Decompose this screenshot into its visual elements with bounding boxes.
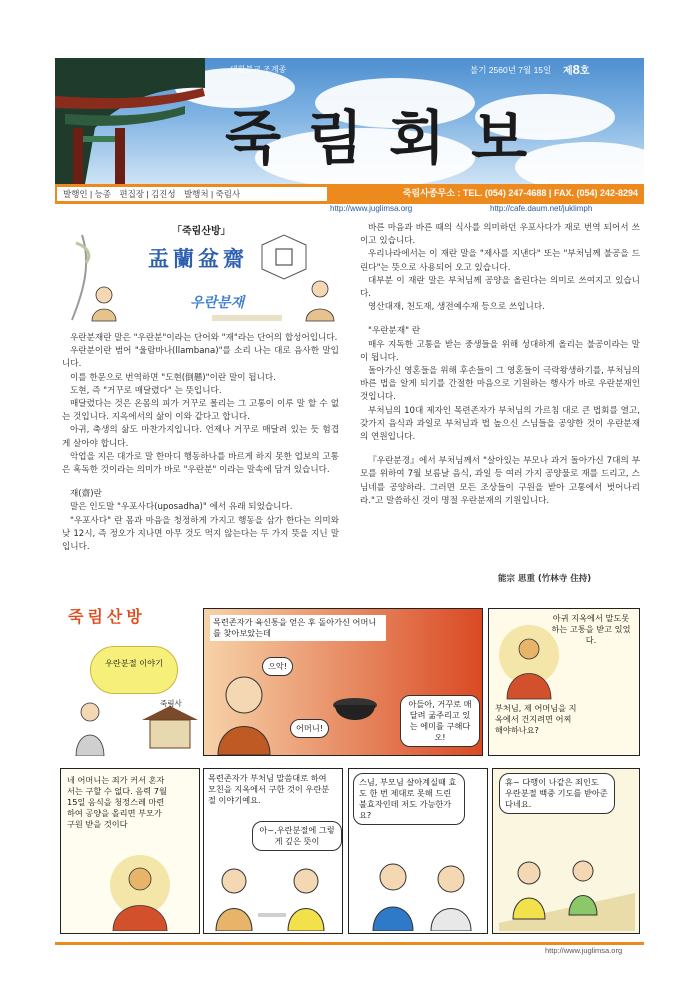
masthead-issue: 제8호 <box>563 62 590 77</box>
paragraph: 바른 마음과 바른 때의 식사를 의미하던 우포사다가 재로 번역 되어서 쓰이고 있습니다. <box>360 223 640 247</box>
footer-url[interactable]: http://www.juglimsa.org <box>545 946 623 955</box>
article-subtitle: 우란분재 <box>190 295 245 311</box>
section-heading: "우란분재" 란 <box>368 326 421 337</box>
comic-panel-3 <box>488 608 640 756</box>
author-signature: 能宗 思重 (竹林寺 住持) <box>498 574 592 584</box>
paragraph: 매우 지독한 고통을 받는 중생들을 위해 성대하게 올리는 불공이라는 말이 됩니다. <box>360 339 640 363</box>
narration-box: 목련존자가 육신통을 얻은 후 돌아가신 어머니를 찾아보았는데 <box>210 615 386 641</box>
monk-figure-icon <box>214 669 274 755</box>
speech-bubble: 아~,우란분절에 그렇게 깊은 뜻이 <box>252 821 342 851</box>
comic-title: 죽림산방 <box>68 607 146 626</box>
comic-panel-7 <box>492 768 640 934</box>
speech-bubble: 어머니! <box>290 719 329 738</box>
article-column-left <box>62 332 339 554</box>
article-column-right <box>360 222 640 508</box>
people-walking-icon <box>499 853 635 931</box>
masthead-date: 불기 2560년 7월 15일 <box>470 65 552 75</box>
story-cloud <box>90 646 178 694</box>
comic-panel-5 <box>203 768 343 934</box>
comic-panel-1 <box>60 602 200 758</box>
paragraph: 『우란분경』에서 부처님께서 "살아있는 부모나 과거 돌아가신 7대의 부모를 위하여 7월 보름날 음식, 과일 등 여러 가지 공양물로 재를 드리고, 스님네를 공양하라. 그러면 모든 조상들이 구원을 받아 고통에서 벗어나리라."고 말씀하신 것이 명절 우란분재의 기원입니다. <box>360 456 640 506</box>
staff-credits: 발행인 | 능종 편집장 | 김진성 발행처 | 죽림사 <box>57 187 327 201</box>
paragraph: 말은 인도말 "우포사다(uposadha)" 에서 유래 되었습니다. <box>70 502 293 513</box>
cafe-link[interactable]: http://cafe.daum.net/juklimph <box>490 204 593 213</box>
paragraph: 매달렸다는 것은 온몸의 피가 거꾸로 몰리는 그 고통이 이루 말 할 수 없는 것입니다. 지옥에서의 삶이 이와 같다고 합니다. <box>62 399 339 423</box>
temple-roof-icon <box>55 58 205 184</box>
paragraph: 영산대재, 천도재, 생전예수재 등으로 쓰입니다. <box>368 302 545 313</box>
narration-box: 아귀 지옥에서 말도못하는 고통을 받고 있었다. <box>551 613 631 645</box>
paragraph: 우란분이란 범어 "울람바나(llambana)"를 소리 나는 대로 음사한 말입니다. <box>62 346 339 370</box>
narration-box: 부처님, 제 어머님을 지옥에서 건지려면 어찌해야하나요? <box>495 703 577 735</box>
speech-bubble: 휴~ 다행이 나같은 죄인도 우란분절 백중 기도를 받아준다네요. <box>499 773 615 814</box>
section-heading: 재(齋)란 <box>70 489 102 500</box>
website-link[interactable]: http://www.juglimsa.org <box>330 204 413 213</box>
footer-divider <box>55 942 644 945</box>
comic-panel-6 <box>348 768 488 934</box>
article-hanja-title: 盂蘭盆齋 <box>148 246 248 271</box>
story-cloud-text: 우란분절 이야기 <box>105 658 163 668</box>
masthead-title: 죽림회보 <box>225 104 554 172</box>
speech-bubble: 으악! <box>262 657 293 676</box>
speech-bubble: 아들아, 거꾸로 매달려 굶주리고 있는 에미를 구해다오! <box>400 695 480 747</box>
paragraph: 악업을 지은 대가로 말 한마디 행동하나를 바르게 하지 못한 업보의 고통은 혹독한 것이라는 의미가 바로 "우란분" 이라는 말속에 담겨 있습니다. <box>62 451 339 476</box>
contact-info: 죽림사종무소 : TEL. (054) 247-4688 | FAX. (054) 242-8294 <box>402 188 638 198</box>
info-bar <box>55 184 644 204</box>
people-talking-icon <box>353 855 481 931</box>
narration-box: 목련존자가 부처님 말씀대로 하여 모친을 지옥에서 구한 것이 우란분절 이야기예요. <box>208 773 330 805</box>
paragraph: 대부분 이 재란 말은 부처님께 공양을 올린다는 의미로 쓰여지고 있습니다. <box>360 275 640 300</box>
buddha-figure-icon <box>499 625 559 701</box>
paragraph: 우리나라에서는 이 재란 말을 "제사를 지낸다" 또는 "부처님께 불공을 드린다"는 뜻으로 사용되어 오고 있습니다. <box>360 249 640 273</box>
website-row <box>330 204 642 213</box>
comic-panel-4 <box>60 768 200 934</box>
temple-sign: 죽림사 <box>160 699 182 708</box>
masthead <box>55 58 644 184</box>
speech-bubble: 스님, 부모님 살아계실때 효도 한 번 제대로 못해 드린 불효자인데 저도 가능한가요? <box>353 773 465 825</box>
temple-building-icon <box>140 702 200 752</box>
paragraph: 이를 한문으로 번역하면 "도현(倒懸)"이란 말이 됩니다. <box>70 372 276 383</box>
column-name: 「죽림산방」 <box>172 226 231 237</box>
paragraph: 부처님의 10대 제자인 목련존자가 부처님의 가르침 대로 큰 법회를 열고, 갖가지 음식과 과일로 부처님과 법 높으신 스님들을 공양한 것이 우란분재의 연원입니다. <box>360 405 640 443</box>
paragraph: 우란분재란 말은 "우란분"이라는 단어와 "재"라는 단어의 합성어입니다. <box>70 333 338 343</box>
masthead-org: 대한불교 조계종 <box>230 65 287 74</box>
paragraph: 도현, 즉 "거꾸로 매달렸다" 는 뜻입니다. <box>70 385 222 396</box>
cauldron-icon <box>330 695 380 729</box>
comic-strip <box>60 602 642 934</box>
comic-panel-2 <box>203 608 483 756</box>
paragraph: 돌아가신 영혼들을 위해 후손들이 그 영혼들이 극락왕생하기를, 부처님의 바른 법을 알게 되기를 간절한 마음으로 기원하는 행사가 바로 우란분재인 것입니다. <box>360 366 640 403</box>
people-talking-icon <box>208 861 336 931</box>
buddha-figure-icon <box>105 853 175 931</box>
paragraph: "우포사다" 란 몸과 마음을 청정하게 가지고 행동을 삼가 한다는 의미와 낮 12시, 즉 정오가 지나면 아무 것도 먹지 않는다는 두 가지 뜻을 지닌 말입니다. <box>62 515 339 553</box>
paragraph: 아귀, 축생의 삶도 마찬가지입니다. 언제나 거꾸로 매달려 있는 듯 험겹게 살아야 합니다. <box>62 425 339 449</box>
narration-box: 네 어머니는 죄가 커서 혼자서는 구할 수 없다. 음력 7월 15일 음식을 청정스레 마련하여 공양을 올리면 부모가 구원 받을 것이다 <box>67 775 167 829</box>
monk-figure-icon <box>70 698 110 756</box>
